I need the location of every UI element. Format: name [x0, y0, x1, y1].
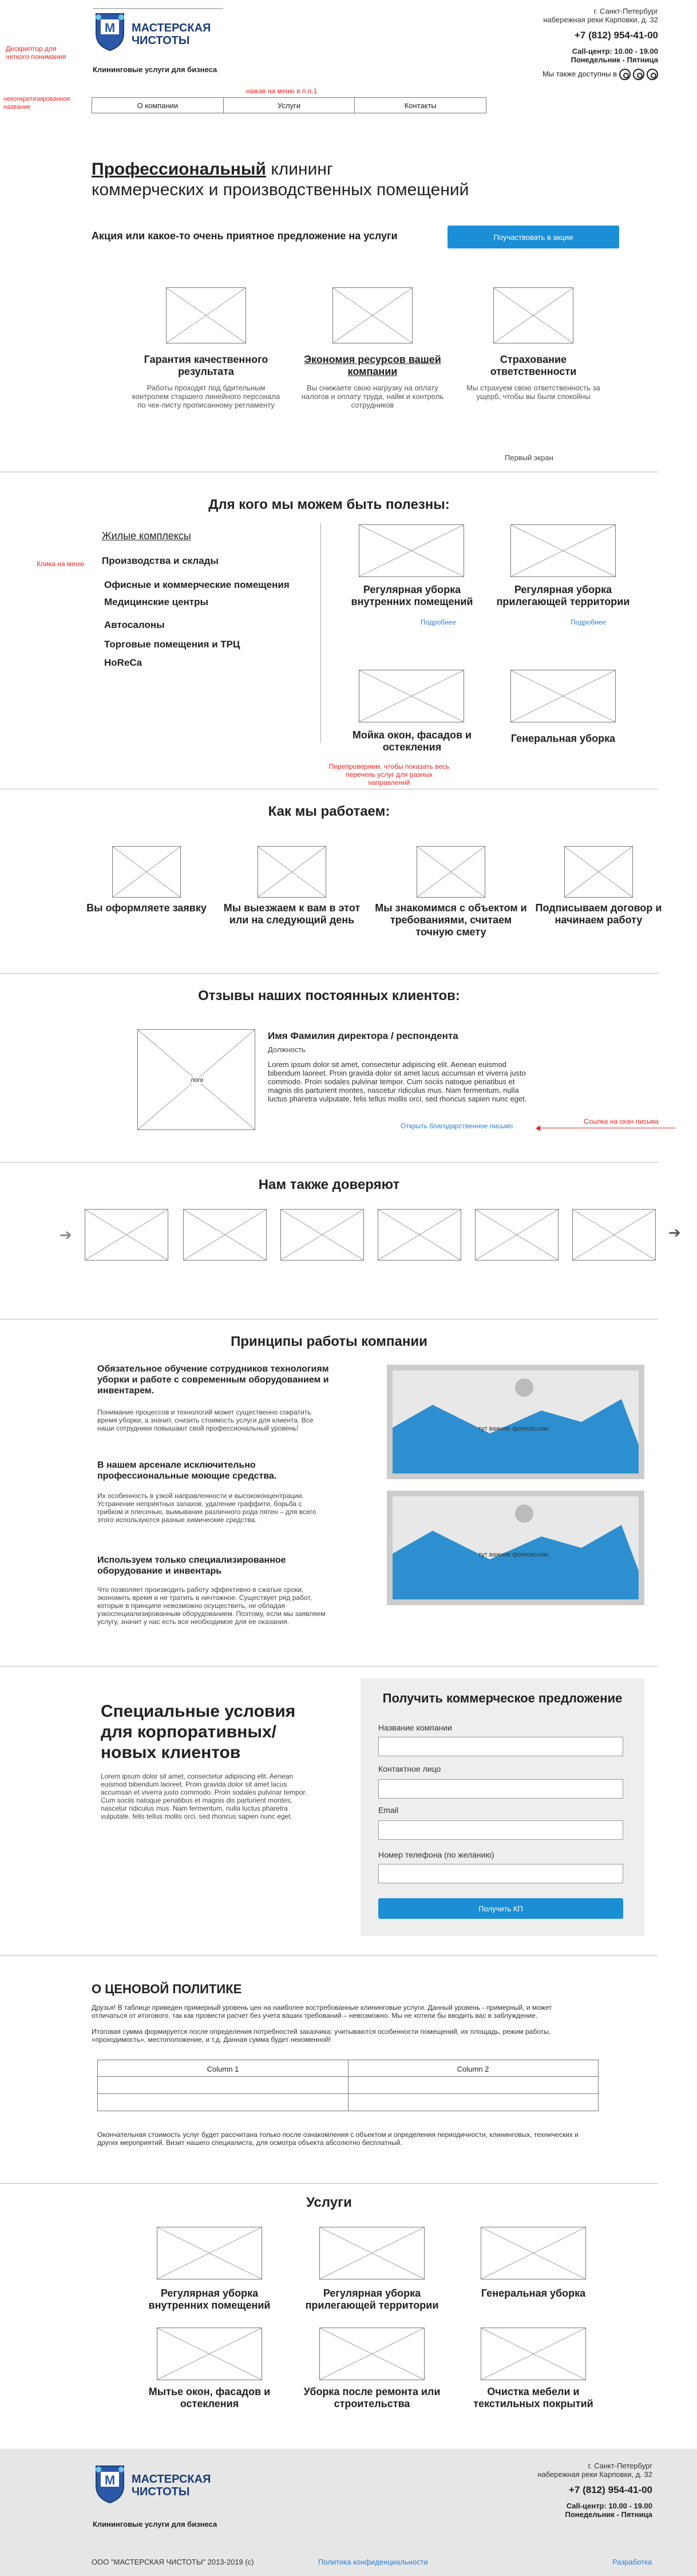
how-step-image-2 — [258, 846, 326, 898]
form-label-email: Email — [378, 1805, 399, 1815]
feature-image-1 — [166, 287, 246, 343]
pricing-note: Окончательная стоимость услуг будет рассчитана только после ознакомления с объектом и определения периодичности, клининговых, технических и других мероприятий. Визит нашего специалиста, для осмотра объекта абсолютно бесплатный. — [97, 2131, 579, 2147]
note-recheck: Перепроверяем, чтобы показать весь перечень услуг для разных направлений — [328, 762, 450, 787]
logo-line1: МАСТЕРСКАЯ — [132, 22, 211, 34]
who-item-horeca[interactable]: HoReCa — [104, 657, 142, 668]
partner-logo — [280, 1209, 364, 1261]
header-city: г. Санкт-Петербург — [593, 7, 658, 15]
note-arrow-head — [536, 1125, 540, 1131]
arrow-right-icon[interactable]: ➔ — [668, 1224, 681, 1241]
nav-item-about[interactable]: О компании — [92, 98, 224, 113]
arrow-left-icon[interactable]: ➔ — [60, 1226, 72, 1243]
note-first-screen: Первый экран — [505, 453, 553, 462]
whatsapp-icon[interactable] — [619, 69, 631, 80]
quote-form — [361, 1678, 644, 1936]
logo-line2: ЧИСТОТЫ — [132, 2486, 190, 2498]
table-header: Column 1 — [207, 2065, 239, 2073]
divider — [0, 1162, 658, 1163]
image-icon — [393, 1496, 639, 1599]
footer-phone[interactable]: +7 (812) 954-41-00 — [568, 2484, 652, 2495]
footer-copyright: ООО "МАСТЕРСКАЯ ЧИСТОТЫ" 2013-2019 (с) — [92, 2558, 254, 2566]
divider — [0, 1955, 658, 1956]
pricing-text-1: Друзья! В таблице приведен примерный уровень цен на наиболее востребованные клининговые услуги. Данный уровень - примерный, и может отличаться от итогового, так как провести расчет без учета ваших требований – невозможно. Мы не хотели бы вводить вас в заблуждение. — [92, 2004, 552, 2020]
logo[interactable] — [93, 8, 223, 63]
principle-photo-2: тут важное фотосессию — [387, 1491, 644, 1605]
service-image-4[interactable] — [157, 2328, 262, 2380]
special-title: Специальные условия для корпоративных/ новых клиентов — [101, 1702, 296, 1762]
form-label-phone: Номер телефона (по желанию) — [378, 1850, 494, 1859]
hero-title-line2: коммерческих и производственных помещений — [92, 180, 469, 199]
promo-button[interactable]: Поучаствовать в акции — [447, 226, 619, 248]
feature-title-2[interactable]: Экономия ресурсов вашей компании — [304, 354, 441, 377]
principle-text-2: Их особенность в узкой направленности и высококонцентрации. Устранение неприятных запахов, удаление граффити, борьба с грибком и плесенью, вымывание различного рода пятен – для всего этого используются разные химические средства. — [97, 1492, 316, 1524]
feature-text-1: Работы проходят под бдительным контролем старшего линейного персонала по чек-листу прописанному регламенту — [132, 384, 280, 409]
how-title: Как мы работаем: — [268, 804, 390, 819]
note-menu-click2: Клика на меню — [37, 560, 85, 568]
service-image-2[interactable] — [319, 2227, 425, 2279]
principle-photo-1: тут важное фотосессию — [387, 1365, 644, 1479]
footer-logo[interactable] — [93, 2463, 223, 2508]
pricing-text-2: Итоговая сумма формируется после определения потребностей заказчика: учитываются особенности помещений, их площадь, режим работы, «проходимость», местоположение, и т.д. Данная сумма будет неизменной! — [92, 2028, 551, 2044]
feature-title-3: Страхование ответственности — [490, 354, 577, 377]
principle-heading-2: В нашем арсенале исключительно профессиональные моющие средства. — [97, 1460, 277, 1481]
who-service-image-2 — [510, 524, 616, 577]
special-text: Lorem ipsum dolor sit amet, consectetur adipiscing elit. Aenean euismod bibendum laoreet. Proin gravida dolor sit amet lacus accumsan et viverra justo commodo. Proin sodales pulvinar tempor. Cum sociis natoque penatibus et magnis dis parturient montes, nascetur ridiculus mus. Nam fermentum, nulla luctus pharetra vulputate, felis tellus mollis orci, sed rhoncus sapien nunc eget. — [101, 1772, 307, 1820]
table-header: Column 2 — [457, 2065, 489, 2073]
header-address: набережная реки Карповки, д. 32 — [543, 15, 658, 24]
principle-heading-3: Используем только специализированное оборудование и инвентарь — [97, 1555, 286, 1576]
how-step-2: Мы выезжаем к вам в этот или на следующий день — [223, 902, 361, 926]
how-step-4: Подписываем договор и начинаем работу — [535, 902, 662, 926]
feature-image-2 — [332, 287, 413, 343]
phone-input[interactable] — [378, 1864, 623, 1883]
service-title-1[interactable]: Регулярная уборка внутренних помещений — [148, 2287, 271, 2311]
principles-title: Принципы работы компании — [231, 1334, 427, 1349]
who-title: Для кого мы можем быть полезны: — [208, 497, 450, 512]
review-name: Имя Фамилия директора / респондента — [268, 1030, 458, 1041]
who-service-image-3 — [359, 670, 464, 722]
svg-text:M: M — [104, 2473, 116, 2487]
partner-logo — [378, 1209, 461, 1261]
who-item-medical[interactable]: Медицинские центры — [104, 596, 209, 607]
partner-logo — [183, 1209, 267, 1261]
who-service-image-4 — [510, 670, 616, 722]
logo-icon — [93, 10, 127, 52]
nav-item-contacts[interactable]: Контакты — [404, 101, 437, 110]
svg-text:M: M — [104, 21, 116, 35]
header-days: Понедельник - Пятница — [571, 56, 658, 64]
who-item-retail[interactable]: Торговые помещения и ТРЦ — [104, 639, 240, 650]
who-item-offices[interactable]: Офисные и коммерческие помещения — [104, 579, 290, 590]
trust-title: Нам также доверяют — [258, 1177, 400, 1192]
divider — [0, 2183, 658, 2184]
who-service-image-1 — [359, 524, 464, 577]
telegram-icon[interactable] — [647, 69, 658, 80]
partner-logo — [475, 1209, 559, 1261]
service-title-5[interactable]: Уборка после ремонта или строительства — [303, 2386, 441, 2409]
image-icon — [393, 1370, 639, 1473]
principle-text-3: Что позволяет производить работу эффективно в сжатые сроки, экономить время и не тратить в ничтожное. Существует ряд работ, которые в принципе невозможно осуществить, не обладая узкоспециализированным оборудованием. Поэтому, если мы заявляем услугу, значит у нас есть все необходимое для ее оказания. — [97, 1586, 326, 1626]
footer-tagline: Клининговые услуги для бизнеса — [93, 2520, 217, 2528]
partner-logo — [572, 1209, 656, 1261]
service-image-5[interactable] — [319, 2328, 425, 2380]
principle-heading-1: Обязательное обучение сотрудников технологиям уборки и работе с современным оборудованием и инвентарем. — [97, 1364, 329, 1396]
feature-text-2: Вы снижаете свою нагрузку на оплату налогов и оплату труда, найм и контроль сотрудников — [301, 384, 444, 409]
viber-icon[interactable] — [633, 69, 644, 80]
hero-title — [92, 159, 469, 200]
principle-text-1: Понимание процессов и технологий может существенно сократить время уборки, а значит, снизить стоимость услуги для клиента. Все наши сотрудники повышают свой профессиональный уровень! — [97, 1408, 314, 1432]
company-input[interactable] — [378, 1737, 623, 1756]
who-item-residential[interactable]: Жилые комплексы — [102, 530, 191, 542]
who-service-title-4: Генеральная уборка — [510, 733, 616, 744]
service-image-3[interactable] — [481, 2227, 586, 2279]
logo-icon — [93, 2463, 127, 2504]
note-unclear: неконкретизированное название — [3, 96, 70, 110]
contact-input[interactable] — [378, 1779, 623, 1799]
footer-days: Понедельник - Пятница — [565, 2510, 652, 2519]
service-title-6[interactable]: Очистка мебели и текстильных покрытий — [473, 2386, 593, 2409]
nav-item-services[interactable]: Услуги — [224, 98, 355, 113]
form-label-company: Название компании — [378, 1723, 452, 1732]
note-descriptor: Дескриптор для четкого понимания — [6, 45, 66, 61]
who-divider — [320, 523, 321, 743]
footer-hours: Call-центр: 10.00 - 19.00 — [566, 2502, 652, 2510]
feature-image-3 — [493, 287, 573, 343]
who-service-title-1: Регулярная уборка внутренних помещений — [351, 584, 473, 607]
hero-title-bold: Профессиональный — [92, 160, 266, 179]
how-step-1: Вы оформляете заявку — [86, 902, 207, 914]
note-menu-click: нажав на меню в п.п.1 — [246, 87, 318, 95]
service-title-2[interactable]: Регулярная уборка прилегающей территории — [305, 2287, 439, 2311]
service-title-4[interactable]: Мытье окон, фасадов и остекления — [148, 2386, 271, 2409]
divider — [0, 973, 658, 974]
who-service-title-3: Мойка окон, фасадов и остекления — [352, 729, 472, 753]
service-title-3[interactable]: Генеральная уборка — [481, 2287, 586, 2299]
form-label-contact: Контактное лицо — [378, 1764, 441, 1773]
messengers-label: Мы также доступны в — [542, 69, 617, 78]
service-image-1[interactable] — [157, 2227, 262, 2279]
privacy-link[interactable]: Политика конфиденциальности — [318, 2558, 428, 2566]
partner-logo — [85, 1209, 168, 1261]
review-text: Lorem ipsum dolor sit amet, consectetur adipiscing elit. Aenean euismod bibendum laoreet. Proin gravida dolor sit amet lacus accumsan et viverra justo commodo. Proin sodales pulvinar tempor. Cum sociis natoque penatibus et magnis dis parturient montes, nascetur ridiculus mus. Nam fermentum, nulla luctus pharetra vulputate, felis tellus mollis orci, sed rhoncus sapien nunc eget. — [268, 1060, 527, 1103]
promo-text: Акция или какое-то очень приятное предложение на услуги — [92, 230, 398, 242]
who-item-car[interactable]: Автосалоны — [104, 619, 165, 630]
hero-title-rest: клининг — [271, 160, 333, 179]
review-photo: лого — [137, 1029, 255, 1130]
logo-line2: ЧИСТОТЫ — [132, 34, 190, 47]
note-letter-link: Ссылка на скан письма — [584, 1117, 659, 1125]
how-step-image-3 — [417, 846, 485, 898]
header-phone[interactable]: +7 (812) 954-41-00 — [574, 30, 658, 41]
who-service-more-1[interactable]: Подробнее — [421, 618, 457, 626]
main-nav — [92, 97, 486, 113]
header-hours: Call-центр: 10.00 - 19.00 — [572, 47, 658, 56]
price-table — [97, 2060, 599, 2111]
services-title: Услуги — [306, 2195, 352, 2210]
how-step-image-4 — [564, 846, 633, 898]
pricing-title: О ЦЕНОВОЙ ПОЛИТИКЕ — [92, 1982, 242, 1996]
form-title: Получить коммерческое предложение — [382, 1691, 623, 1705]
who-item-production[interactable]: Производства и склады — [102, 555, 219, 566]
service-image-6[interactable] — [481, 2328, 586, 2380]
feature-text-3: Мы страхуем свою ответственность за ущерб, чтобы вы были спокойны — [466, 384, 600, 401]
footer-address: набережная реки Карповки, д. 32 — [537, 2470, 652, 2479]
review-position: Должность — [268, 1045, 306, 1054]
how-step-3: Мы знакомимся с объектом и требованиями, считаем точную смету — [375, 902, 527, 938]
who-service-title-2: Регулярная уборка прилегающей территории — [496, 584, 630, 607]
who-service-more-2[interactable]: Подробнее — [571, 618, 607, 626]
developer-link[interactable]: Разработка — [612, 2558, 652, 2566]
feature-title-1: Гарантия качественного результата — [144, 354, 268, 377]
email-input[interactable] — [378, 1820, 623, 1840]
tagline: Клининговые услуги для бизнеса — [93, 65, 217, 74]
footer-city: г. Санкт-Петербург — [588, 2462, 652, 2470]
reviews-title: Отзывы наших постоянных клиентов: — [198, 988, 460, 1003]
logo-line1: МАСТЕРСКАЯ — [132, 2473, 211, 2486]
review-letter-link[interactable]: Открыть благодарственное письмо — [401, 1122, 513, 1130]
get-quote-button[interactable]: Получить КП — [378, 1898, 623, 1919]
how-step-image-1 — [112, 846, 181, 898]
